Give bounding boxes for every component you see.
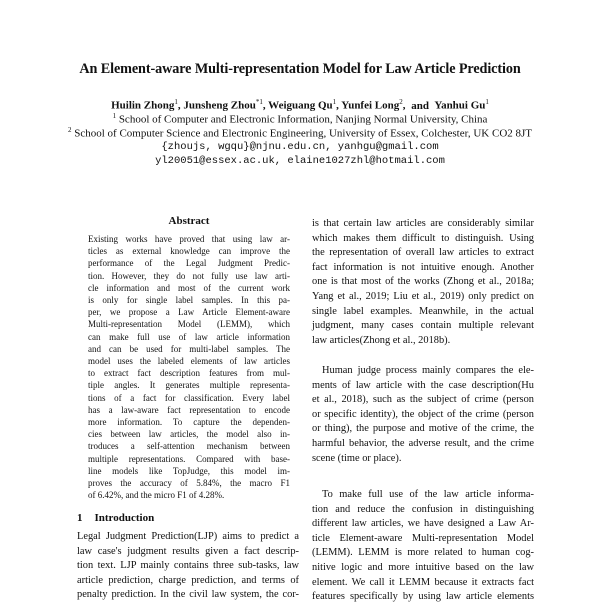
body-line: single label examples. Meanwhile, in the actual [312,305,534,317]
body-line: Legal Judgment Prediction(LJP) aims to predict a [77,531,299,542]
body-line: which makes them difficult to distinguish. Using [312,232,534,244]
body-line: et al., 2018), such as the subject of crime (person [312,394,534,406]
body-line: law case's judgment results given a fact descrip- [77,545,299,557]
author-affiliation-mark: *1 [255,98,263,106]
abstract-line: to extract fact description features from mul- [88,368,290,379]
abstract-heading: Abstract [168,215,210,227]
abstract-line: more information. To capture the dependen- [88,417,290,428]
abstract-line: of 6.42%, and the micro F1 of 4.28%. [88,490,225,501]
body-line: Human judge process mainly compares the ele- [322,365,534,376]
abstract-line: tion. However, they do not fully use law arti- [88,270,290,281]
paper-title: An Element-aware Multi-representation Model for Law Article Prediction [79,61,521,77]
section-heading-introduction [77,512,154,524]
abstract-line: tiple angles. It generates multiple representa- [88,380,290,391]
author-affiliation-mark: 1 [332,98,337,106]
author-name: Huilin Zhong [111,99,175,112]
body-line: penalty prediction. In the civil law system, the cor- [77,589,299,601]
abstract-line: per, we propose a Law Article Element-aware [88,307,290,318]
abstract-line: has a law-aware fact representation to encode [88,404,290,415]
abstract-line: troduces a self-attention mechanism between [88,441,290,452]
body-line: nitive logic and more intuitive based on the law [312,561,534,573]
abstract-line: ticles as external knowledge can improve the [88,246,290,257]
right-column-paragraph-3 [312,488,534,605]
right-column-paragraph-1 [312,217,534,348]
abstract-line: performance of the Legal Judgment Predic- [88,258,290,269]
abstract-line: line models like TopJudge, this model im- [88,465,290,476]
body-line: ticle Element-aware Multi-representation Model [312,532,534,544]
author-line: Huilin Zhong$^1$, Junsheng Zhou$^{*1}$, Weiguang Qu$^1$, Yunfei Long$^2$, and Yanhui Gu$^1$ [111,98,489,112]
body-line: scene (time or place). [312,452,402,464]
body-line: ments of law article with the case description(Hu [312,379,534,391]
body-line: (LEMM). LEMM is more related to human cog- [312,547,534,559]
body-line: features specifically by using law article elements [312,591,534,603]
abstract-line: and can be used for multi-label samples. The [88,343,290,354]
affiliation-1: $^1$ School of Computer and Electronic Information, Nanjing Normal University, China [112,112,488,126]
body-line: element. We call it LEMM because it extracts fact [312,576,534,588]
affiliation-2: $^2$ School of Computer Science and Electronic Engineering, University of Essex, Colchester, UK CO2 8JT [67,126,533,140]
body-line: the representation of overall law articles to extract [312,247,534,259]
abstract-line: tions of a fact for classification. Every label [88,392,290,403]
author-name: Yanhui Gu [434,99,486,112]
introduction-body [77,530,299,603]
body-line: is that certain law articles are considerably similar [312,218,534,229]
author-affiliation-mark: 1 [174,98,178,106]
right-column-paragraph-2 [312,364,534,466]
body-line: one is that most of the works (Zhong et al., 2018a; [312,276,534,288]
body-line: Yang et al., 2019; Liu et al., 2019) only predict on [312,290,534,302]
author-conjunction: and [411,99,429,112]
abstract-line: model uses the labeled elements of law articles [88,356,290,367]
section-number: 1 [77,512,83,524]
email-line-2: yl20051@essex.ac.uk, elaine1027zhl@hotmail.com [155,155,445,167]
body-line: harmful behavior, the adverse result, and the crime [312,437,534,449]
body-line: law articles(Zhong et al., 2018b). [312,334,451,346]
abstract-body [88,233,290,501]
body-line: or specific identity), the object of the crime (person [312,408,534,420]
author-affiliation-mark: 1 [485,98,489,106]
author-affiliation-mark: 2 [399,98,403,106]
body-line: judgment, many cases contain multiple relevant [312,320,534,332]
author-name: Junsheng Zhou [183,99,256,112]
body-line: To make full use of the law article informa- [322,489,534,500]
section-title: Introduction [94,512,155,524]
author-name: Yunfei Long [341,99,400,112]
body-line: or thing), the purpose and motive of the crime, the [312,423,534,435]
abstract-line: Existing works have proved that using law ar- [88,234,290,244]
body-line: fact information is not intuitive enough. Another [312,261,534,273]
abstract-line: multiple representations. Compared with base- [88,453,290,464]
abstract-line: cle information and most of the current work [88,282,290,293]
abstract-line: can make full use of law article information [88,331,290,342]
body-line: tion and reduce the confusion in distinguishing [312,503,534,515]
body-line: article prediction, charge prediction, and terms of [77,574,299,586]
abstract-line: is only for single label samples. In this pa- [88,295,290,306]
abstract-line: Multi-representation Model (LEMM), which [88,319,290,330]
author-name: Weiguang Qu [268,99,333,112]
body-line: tion text. LJP mainly contains three sub-tasks, law [77,560,299,572]
abstract-line: cies between law articles, the model also in- [88,429,290,440]
abstract-line: proves the accuracy of 5.84%, the macro F1 [88,478,290,489]
body-line: different law articles, we have designed a Law Ar- [312,518,534,530]
email-line-1: {zhoujs, wgqu}@njnu.edu.cn, yanhgu@gmail.com [161,141,439,153]
